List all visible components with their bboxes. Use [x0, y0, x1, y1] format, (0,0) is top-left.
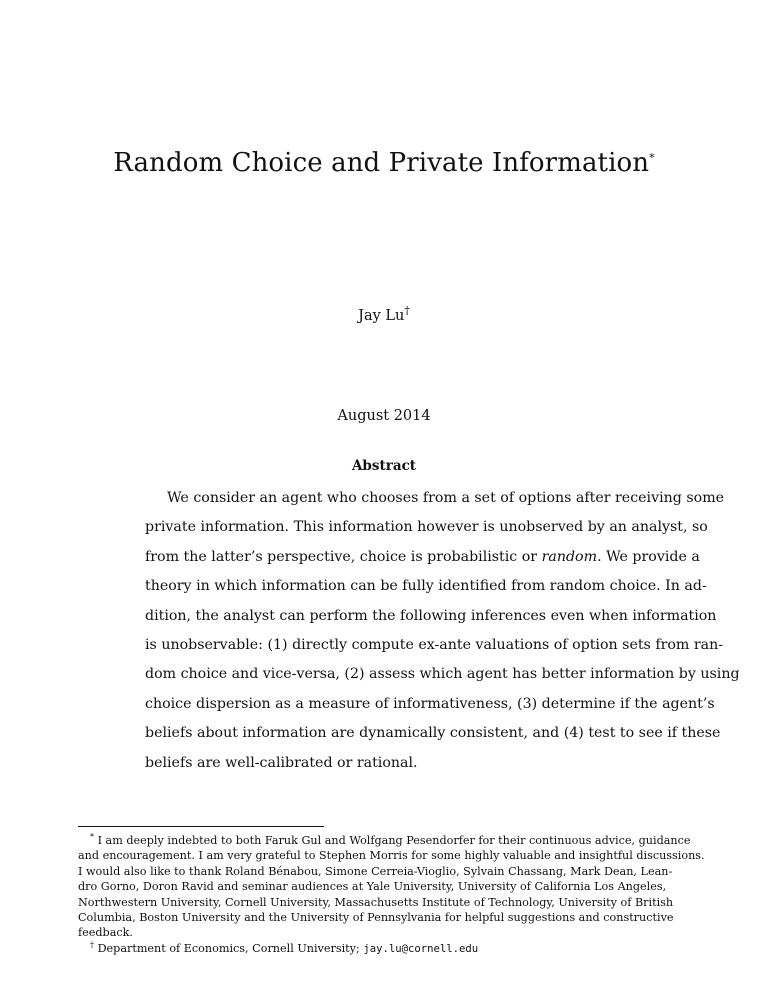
footnote-rule	[78, 826, 324, 827]
paper-date: August 2014	[337, 408, 431, 424]
footnote-line-text: I am deeply indebted to both Faruk Gul and Wolfgang Pesendorfer for their continuous advice, guidance	[97, 834, 691, 847]
author-name: Jay Lu	[358, 308, 405, 324]
abstract-line: private information. This information however is unobserved by an analyst, so	[145, 519, 708, 536]
title-text: Random Choice and Private Information	[113, 148, 650, 178]
abstract-line: beliefs about information are dynamically consistent, and (4) test to see if these	[145, 725, 721, 742]
abstract-body	[145, 484, 740, 778]
footnote-affiliation	[78, 941, 690, 957]
footnote-mark: †	[90, 940, 94, 950]
footnote-mark: *	[90, 832, 94, 842]
abstract-line	[145, 543, 700, 572]
footnote-line: I would also like to thank Roland Bénabou, Simone Cerreia-Vioglio, Sylvain Chassang, Mark Dean, Lean-	[78, 864, 673, 878]
footnotes	[78, 832, 705, 957]
footnote-acknowledgements	[78, 832, 705, 941]
title-footnote-mark[interactable]: *	[649, 151, 655, 165]
footnote-line	[78, 833, 690, 848]
abstract-line: choice dispersion as a measure of informativeness, (3) determine if the agent’s	[145, 695, 715, 712]
author-footnote-mark[interactable]: †	[404, 304, 410, 318]
author-email-link[interactable]: jay.lu@cornell.edu	[363, 942, 479, 955]
abstract-line: beliefs are well-calibrated or rational.	[145, 754, 418, 771]
abstract-line: is unobservable: (1) directly compute ex-ante valuations of option sets from ran-	[145, 637, 724, 654]
footnote-line: and encouragement. I am very grateful to Stephen Morris for some highly valuable and insightful discussions.	[78, 849, 705, 863]
footnote-line: feedback.	[78, 926, 133, 940]
footnote-line: dro Gorno, Doron Ravid and seminar audiences at Yale University, University of California Los Angeles,	[78, 880, 667, 894]
footnote-line: Columbia, Boston University and the University of Pennsylvania for helpful suggestions and constructive	[78, 911, 674, 925]
abstract-line-3-head: from the latter’s perspective, choice is probabilistic or	[145, 548, 542, 565]
author-line	[0, 304, 768, 324]
abstract-line: dom choice and vice-versa, (2) assess which agent has better information by using	[145, 666, 740, 683]
abstract-line: We consider an agent who chooses from a set of options after receiving some	[167, 490, 725, 506]
abstract-line-3-tail: . We provide a	[597, 548, 700, 565]
abstract-heading: Abstract	[351, 458, 417, 474]
abstract-line: dition, the analyst can perform the following inferences even when information	[145, 607, 717, 624]
abstract-italic-term: random	[541, 548, 598, 565]
paper-title	[0, 148, 768, 178]
affiliation-text: Department of Economics, Cornell University;	[97, 941, 364, 955]
abstract-line: theory in which information can be fully identified from random choice. In ad-	[145, 578, 707, 595]
footnote-line: Northwestern University, Cornell University, Massachusetts Institute of Technology, University of British	[78, 895, 674, 909]
